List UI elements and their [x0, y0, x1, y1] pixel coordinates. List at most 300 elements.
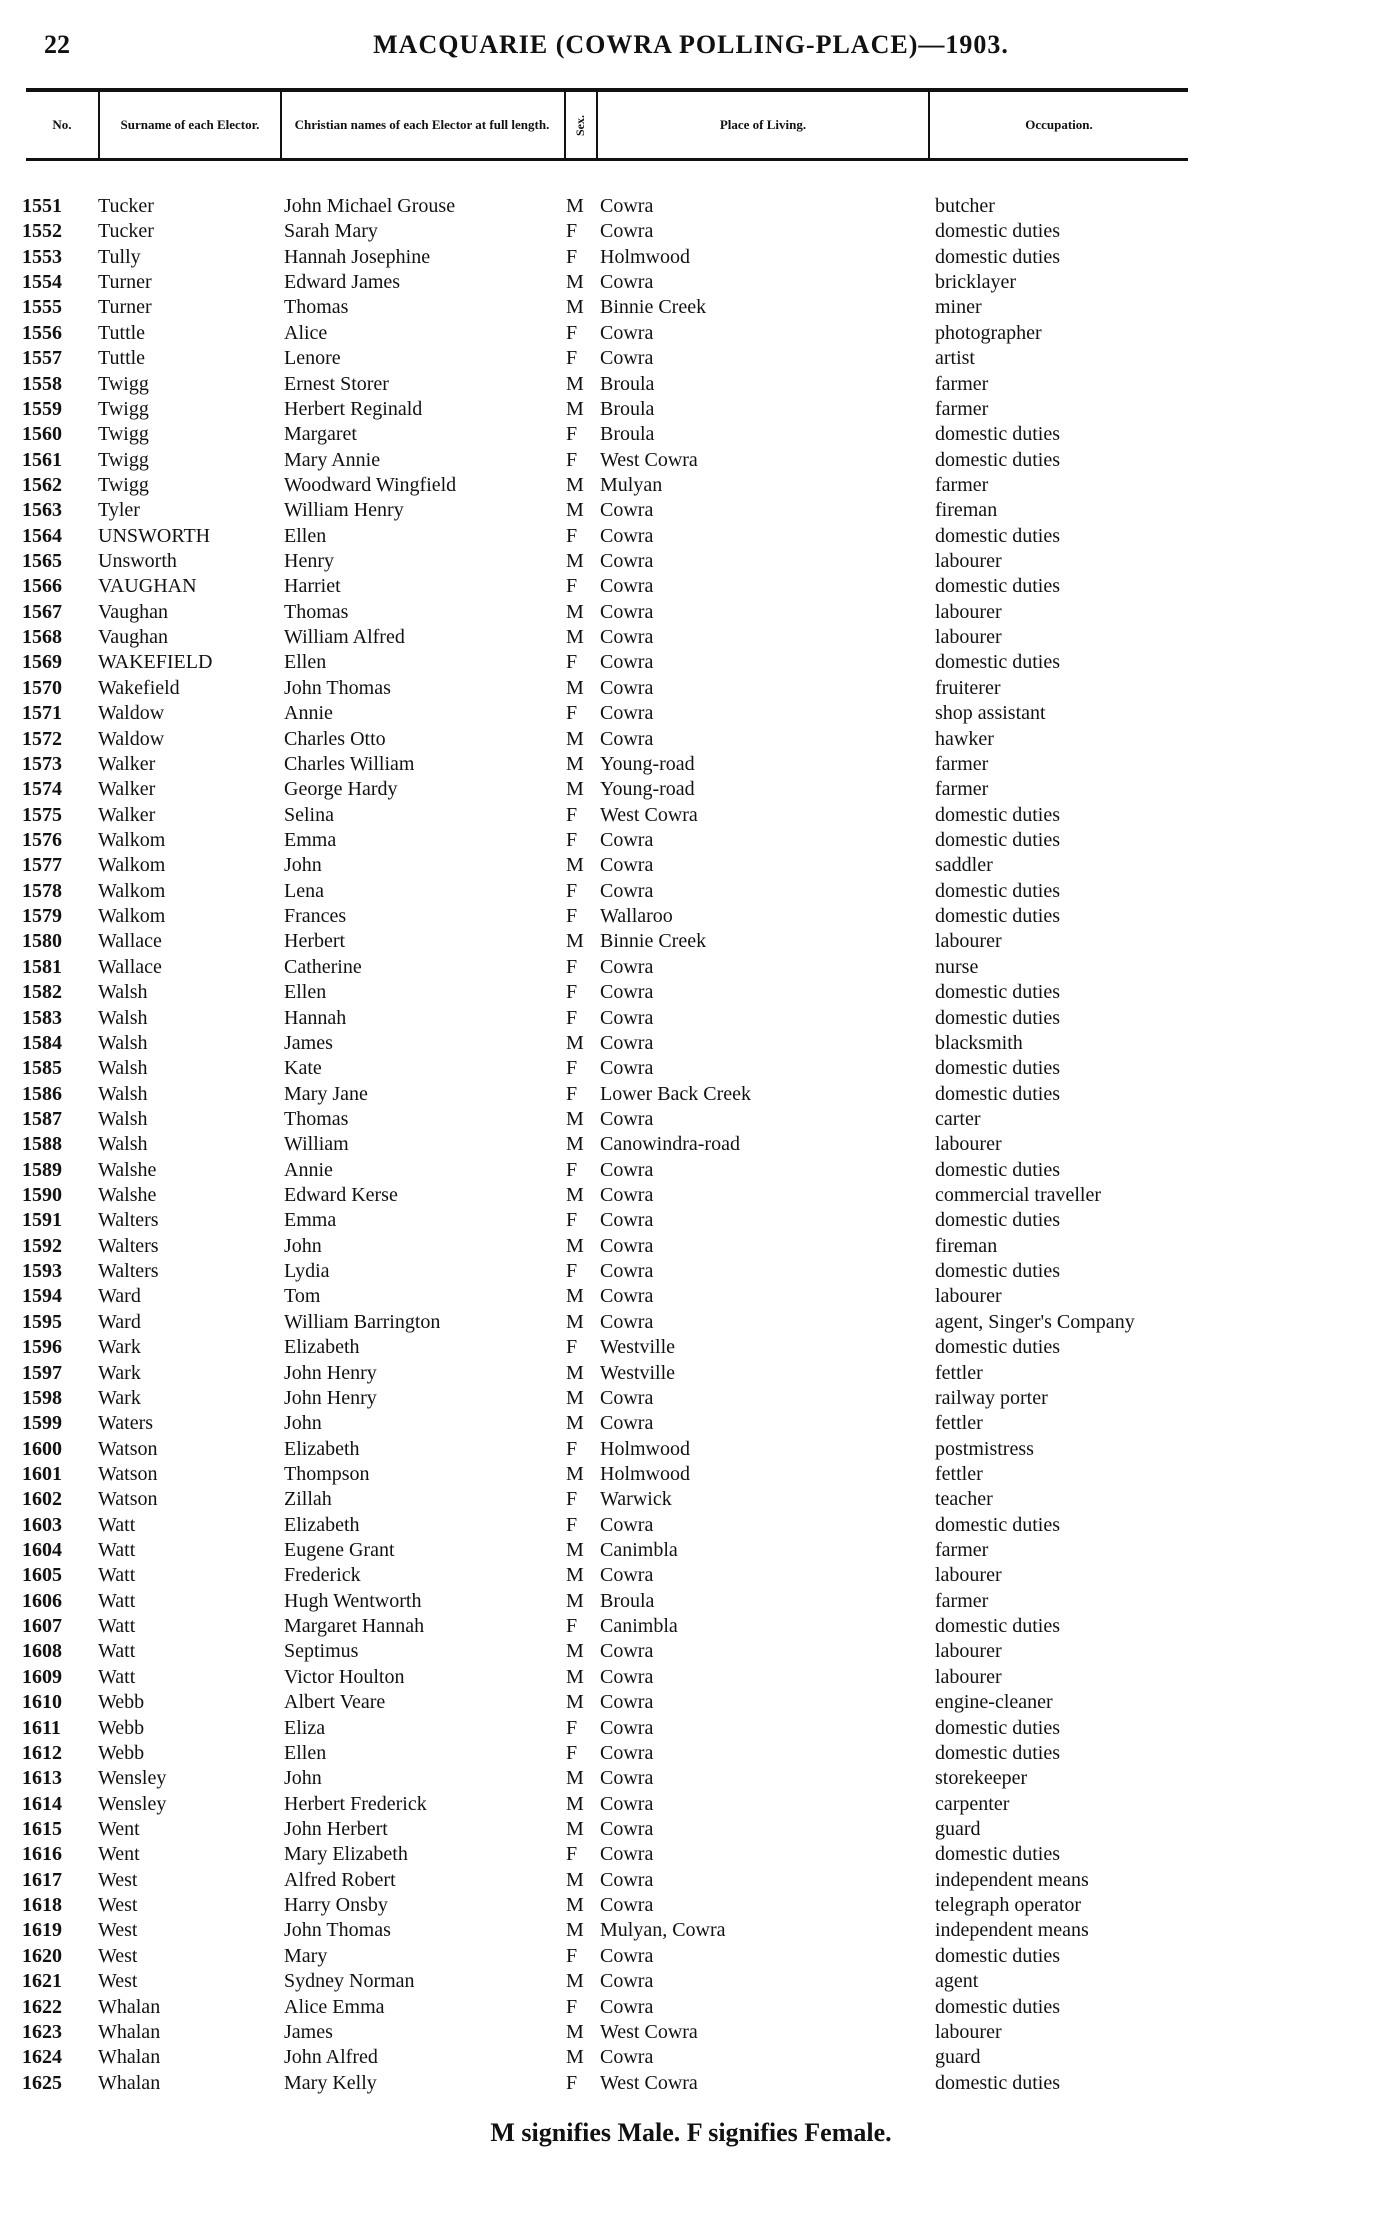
elector-occupation: hawker [935, 727, 994, 750]
elector-sex: F [566, 1057, 578, 1080]
elector-number: 1605 [22, 1564, 62, 1587]
elector-sex: M [566, 930, 584, 953]
elector-christian-names: Victor Houlton [284, 1665, 405, 1688]
elector-place-of-living: Cowra [600, 828, 654, 851]
elector-surname: Unsworth [98, 550, 177, 573]
elector-number: 1621 [22, 1970, 62, 1993]
elector-number: 1623 [22, 2020, 62, 2043]
table-row [0, 194, 1382, 219]
elector-christian-names: Herbert [284, 930, 346, 953]
elector-sex: M [566, 2046, 584, 2069]
elector-christian-names: Thompson [284, 1462, 370, 1485]
elector-number: 1612 [22, 1741, 62, 1764]
elector-christian-names: Frances [284, 905, 347, 928]
elector-occupation: artist [935, 347, 975, 370]
elector-occupation: butcher [935, 195, 995, 217]
elector-christian-names: Emma [284, 1209, 337, 1232]
elector-place-of-living: Canimbla [600, 1615, 678, 1638]
elector-number: 1584 [22, 1031, 62, 1054]
table-row [0, 397, 1382, 422]
header-no: No. [52, 117, 72, 132]
header-surname: Surname of each Elector. [120, 117, 260, 132]
elector-place-of-living: Cowra [600, 1285, 654, 1308]
elector-place-of-living: Cowra [600, 1107, 654, 1130]
elector-sex: M [566, 2020, 584, 2043]
elector-christian-names: Alice Emma [284, 1995, 385, 2018]
elector-place-of-living: West Cowra [600, 448, 698, 471]
elector-occupation: farmer [935, 372, 989, 395]
elector-occupation: labourer [935, 1285, 1002, 1308]
table-row [0, 1082, 1382, 1107]
table-row [0, 219, 1382, 244]
elector-surname: Twigg [98, 423, 149, 446]
elector-occupation: labourer [935, 626, 1002, 649]
elector-surname: Twigg [98, 473, 149, 496]
elector-sex: M [566, 600, 584, 623]
elector-number: 1579 [22, 905, 62, 928]
elector-christian-names: Ellen [284, 1741, 327, 1764]
elector-christian-names: Tom [284, 1285, 321, 1308]
elector-place-of-living: Binnie Creek [600, 296, 707, 319]
elector-christian-names: William Barrington [284, 1310, 441, 1333]
elector-sex: F [566, 1260, 578, 1283]
elector-occupation: labourer [935, 2020, 1002, 2043]
elector-surname: Watt [98, 1513, 136, 1536]
elector-christian-names: Alice [284, 321, 328, 344]
elector-occupation: fruiterer [935, 676, 1001, 699]
elector-number: 1608 [22, 1640, 62, 1663]
table-row [0, 245, 1382, 270]
elector-surname: Whalan [98, 1995, 161, 2018]
elector-place-of-living: Holmwood [600, 245, 690, 268]
elector-occupation: teacher [935, 1488, 993, 1511]
table-row [0, 1589, 1382, 1614]
elector-place-of-living: Cowra [600, 626, 654, 649]
elector-occupation: farmer [935, 1589, 989, 1612]
elector-sex: F [566, 1741, 578, 1764]
elector-number: 1558 [22, 372, 62, 395]
elector-number: 1569 [22, 651, 62, 674]
elector-surname: Waters [98, 1412, 154, 1435]
elector-surname: Tyler [98, 499, 140, 522]
elector-sex: F [566, 524, 578, 547]
elector-christian-names: Eugene Grant [284, 1539, 395, 1562]
elector-surname: Wark [98, 1361, 141, 1384]
elector-place-of-living: Cowra [600, 1995, 654, 2018]
elector-place-of-living: Cowra [600, 499, 654, 522]
elector-number: 1578 [22, 879, 62, 902]
elector-number: 1553 [22, 245, 62, 268]
table-row [0, 904, 1382, 929]
elector-sex: M [566, 1818, 584, 1840]
elector-surname: Waldow [98, 702, 165, 725]
table-row [0, 955, 1382, 980]
elector-number: 1587 [22, 1107, 62, 1130]
elector-occupation: telegraph operator [935, 1894, 1082, 1917]
elector-number: 1594 [22, 1285, 62, 1308]
elector-occupation: domestic duties [935, 1209, 1060, 1232]
elector-christian-names: Herbert Reginald [284, 397, 423, 420]
elector-christian-names: Elizabeth [284, 1513, 360, 1536]
table-row [0, 1284, 1382, 1309]
header-top-rule [26, 88, 1188, 92]
table-row [0, 1310, 1382, 1335]
elector-surname: Watt [98, 1640, 136, 1663]
elector-place-of-living: Cowra [600, 879, 654, 902]
elector-number: 1615 [22, 1818, 62, 1840]
elector-place-of-living: Warwick [600, 1488, 672, 1511]
table-row [0, 1741, 1382, 1766]
elector-occupation: railway porter [935, 1386, 1048, 1409]
elector-christian-names: Charles Otto [284, 727, 386, 750]
elector-surname: Wallace [98, 955, 162, 978]
table-row [0, 372, 1382, 397]
elector-occupation: domestic duties [935, 1006, 1060, 1029]
elector-place-of-living: Binnie Creek [600, 930, 707, 953]
elector-place-of-living: Cowra [600, 1970, 654, 1993]
elector-occupation: nurse [935, 955, 979, 978]
table-row [0, 498, 1382, 523]
header-christian-names: Christian names of each Elector at full length. [294, 117, 550, 132]
elector-number: 1616 [22, 1843, 62, 1866]
elector-surname: Vaughan [98, 626, 168, 649]
header-occupation: Occupation. [1025, 117, 1093, 132]
table-row [0, 650, 1382, 675]
elector-christian-names: Herbert Frederick [284, 1792, 427, 1815]
elector-surname: Went [98, 1818, 140, 1840]
elector-sex: F [566, 905, 578, 928]
elector-number: 1581 [22, 955, 62, 978]
elector-occupation: labourer [935, 600, 1002, 623]
elector-number: 1601 [22, 1462, 62, 1485]
table-row [0, 828, 1382, 853]
elector-occupation: domestic duties [935, 1057, 1060, 1080]
elector-place-of-living: Cowra [600, 955, 654, 978]
elector-place-of-living: Mulyan [600, 473, 663, 496]
elector-place-of-living: Cowra [600, 1234, 654, 1257]
elector-occupation: domestic duties [935, 423, 1060, 446]
elector-occupation: domestic duties [935, 1158, 1060, 1181]
elector-number: 1611 [22, 1716, 61, 1739]
elector-number: 1595 [22, 1310, 62, 1333]
elector-christian-names: Elizabeth [284, 1437, 360, 1460]
elector-surname: Wark [98, 1336, 141, 1359]
elector-sex: F [566, 423, 578, 446]
elector-place-of-living: Cowra [600, 1792, 654, 1815]
elector-christian-names: John [284, 1412, 322, 1435]
header-bottom-rule [26, 158, 1188, 161]
elector-sex: M [566, 1539, 584, 1562]
elector-christian-names: Kate [284, 1057, 322, 1080]
elector-sex: M [566, 1691, 584, 1714]
elector-surname: Turner [98, 296, 152, 319]
elector-christian-names: Ellen [284, 651, 327, 674]
elector-sex: F [566, 1336, 578, 1359]
elector-christian-names: John Alfred [284, 2046, 378, 2069]
elector-number: 1596 [22, 1336, 62, 1359]
elector-place-of-living: Cowra [600, 524, 654, 547]
table-row [0, 980, 1382, 1005]
elector-sex: M [566, 854, 584, 877]
elector-place-of-living: Holmwood [600, 1462, 690, 1485]
elector-place-of-living: Wallaroo [600, 905, 673, 928]
elector-place-of-living: Cowra [600, 1818, 654, 1840]
elector-surname: Wakefield [98, 676, 180, 699]
elector-christian-names: Annie [284, 702, 333, 725]
elector-sex: M [566, 271, 584, 294]
elector-sex: M [566, 1462, 584, 1485]
elector-occupation: bricklayer [935, 271, 1017, 294]
elector-place-of-living: Cowra [600, 1894, 654, 1917]
elector-surname: Walker [98, 778, 156, 801]
elector-surname: Whalan [98, 2046, 161, 2069]
elector-surname: Watson [98, 1488, 158, 1511]
elector-place-of-living: Cowra [600, 2046, 654, 2069]
elector-place-of-living: Cowra [600, 1564, 654, 1587]
elector-occupation: agent [935, 1970, 979, 1993]
elector-number: 1555 [22, 296, 62, 319]
table-row [0, 1665, 1382, 1690]
table-row [0, 752, 1382, 777]
elector-christian-names: Eliza [284, 1716, 326, 1739]
elector-place-of-living: Cowra [600, 271, 654, 294]
table-row [0, 448, 1382, 473]
elector-place-of-living: Cowra [600, 220, 654, 243]
elector-christian-names: Margaret Hannah [284, 1615, 425, 1638]
elector-occupation: domestic duties [935, 981, 1060, 1004]
elector-place-of-living: Cowra [600, 676, 654, 699]
elector-occupation: labourer [935, 930, 1002, 953]
elector-occupation: carter [935, 1107, 981, 1130]
elector-surname: Wensley [98, 1767, 167, 1790]
elector-surname: Watt [98, 1539, 136, 1562]
elector-christian-names: John Henry [284, 1361, 377, 1384]
elector-occupation: agent, Singer's Company [935, 1310, 1135, 1333]
elector-christian-names: Ellen [284, 524, 327, 547]
elector-surname: Walters [98, 1260, 159, 1283]
elector-place-of-living: Cowra [600, 727, 654, 750]
elector-sex: M [566, 1386, 584, 1409]
elector-number: 1597 [22, 1361, 62, 1384]
table-row [0, 270, 1382, 295]
table-row [0, 1995, 1382, 2020]
elector-christian-names: Ernest Storer [284, 372, 389, 395]
elector-sex: F [566, 1944, 578, 1967]
elector-surname: West [98, 1970, 138, 1993]
elector-surname: Walshe [98, 1184, 157, 1207]
elector-place-of-living: Holmwood [600, 1437, 690, 1460]
elector-sex: F [566, 575, 578, 598]
elector-christian-names: John Michael Grouse [284, 195, 456, 217]
elector-christian-names: Ellen [284, 981, 327, 1004]
page-number: 22 [44, 30, 70, 59]
elector-christian-names: Albert Veare [284, 1691, 386, 1714]
elector-sex: M [566, 752, 584, 775]
elector-occupation: labourer [935, 1640, 1002, 1663]
table-row [0, 727, 1382, 752]
elector-number: 1590 [22, 1184, 62, 1207]
table-row [0, 1056, 1382, 1081]
elector-sex: F [566, 651, 578, 674]
elector-number: 1577 [22, 854, 62, 877]
elector-occupation: domestic duties [935, 2071, 1060, 2094]
elector-sex: M [566, 372, 584, 395]
elector-christian-names: Annie [284, 1158, 333, 1181]
elector-place-of-living: Cowra [600, 1260, 654, 1283]
elector-number: 1617 [22, 1868, 62, 1891]
table-row [0, 1842, 1382, 1867]
table-row [0, 600, 1382, 625]
elector-surname: Went [98, 1843, 140, 1866]
elector-place-of-living: Cowra [600, 981, 654, 1004]
table-row [0, 1969, 1382, 1994]
elector-occupation: domestic duties [935, 1995, 1060, 2018]
elector-surname: Walkom [98, 879, 166, 902]
elector-place-of-living: Cowra [600, 1767, 654, 1790]
elector-place-of-living: Canimbla [600, 1539, 678, 1562]
elector-surname: Walkom [98, 905, 166, 928]
elector-sex: F [566, 981, 578, 1004]
table-row [0, 676, 1382, 701]
table-row [0, 1158, 1382, 1183]
elector-place-of-living: West Cowra [600, 2020, 698, 2043]
elector-sex: F [566, 1488, 578, 1511]
elector-occupation: guard [935, 2046, 981, 2069]
elector-surname: Ward [98, 1285, 141, 1308]
table-row [0, 1716, 1382, 1741]
elector-number: 1606 [22, 1589, 62, 1612]
table-row [0, 625, 1382, 650]
elector-occupation: fireman [935, 499, 998, 522]
table-row [0, 473, 1382, 498]
elector-number: 1560 [22, 423, 62, 446]
elector-occupation: labourer [935, 1665, 1002, 1688]
elector-place-of-living: Cowra [600, 1741, 654, 1764]
elector-place-of-living: Mulyan, Cowra [600, 1919, 726, 1942]
elector-place-of-living: Broula [600, 397, 655, 420]
elector-sex: F [566, 1513, 578, 1536]
elector-surname: Vaughan [98, 600, 168, 623]
elector-sex: M [566, 1412, 584, 1435]
elector-christian-names: Lydia [284, 1260, 330, 1283]
elector-place-of-living: Cowra [600, 575, 654, 598]
table-row [0, 1893, 1382, 1918]
elector-sex: M [566, 1767, 584, 1790]
elector-christian-names: James [284, 2020, 333, 2043]
elector-place-of-living: Cowra [600, 1513, 654, 1536]
table-row [0, 295, 1382, 320]
elector-christian-names: Mary Jane [284, 1082, 368, 1105]
header-sex [566, 94, 594, 156]
elector-sex: M [566, 1234, 584, 1257]
elector-place-of-living: Lower Back Creek [600, 1082, 752, 1105]
elector-christian-names: Thomas [284, 296, 349, 319]
elector-sex: M [566, 1361, 584, 1384]
elector-number: 1552 [22, 220, 62, 243]
elector-sex: F [566, 1209, 578, 1232]
elector-occupation: domestic duties [935, 245, 1060, 268]
elector-sex: M [566, 473, 584, 496]
elector-occupation: postmistress [935, 1437, 1034, 1460]
elector-sex: F [566, 1843, 578, 1866]
elector-number: 1557 [22, 347, 62, 370]
elector-sex: M [566, 1031, 584, 1054]
elector-surname: Webb [98, 1741, 145, 1764]
elector-christian-names: Harriet [284, 575, 341, 598]
table-row [0, 1259, 1382, 1284]
elector-christian-names: John Thomas [284, 676, 391, 699]
elector-number: 1567 [22, 600, 62, 623]
table-row [0, 321, 1382, 346]
table-row [0, 346, 1382, 371]
elector-occupation: domestic duties [935, 575, 1060, 598]
elector-surname: Waldow [98, 727, 165, 750]
elector-sex: F [566, 2071, 578, 2094]
elector-number: 1586 [22, 1082, 62, 1105]
elector-sex: M [566, 1868, 584, 1891]
elector-christian-names: Sarah Mary [284, 220, 378, 243]
elector-sex: F [566, 1006, 578, 1029]
elector-surname: Walters [98, 1209, 159, 1232]
elector-sex: M [566, 1640, 584, 1663]
elector-occupation: domestic duties [935, 1843, 1060, 1866]
elector-christian-names: John Henry [284, 1386, 377, 1409]
elector-surname: Walshe [98, 1158, 157, 1181]
elector-number: 1588 [22, 1133, 62, 1156]
elector-sex: M [566, 778, 584, 801]
table-row [0, 1234, 1382, 1259]
elector-christian-names: Harry Onsby [284, 1894, 388, 1917]
table-row [0, 2045, 1382, 2070]
elector-number: 1582 [22, 981, 62, 1004]
elector-surname: Walsh [98, 1133, 148, 1156]
elector-place-of-living: Cowra [600, 1665, 654, 1688]
elector-christian-names: Charles William [284, 752, 415, 775]
elector-number: 1607 [22, 1615, 62, 1638]
header-sex-label: Sex. [573, 114, 587, 136]
elector-surname: Walkom [98, 828, 166, 851]
elector-surname: Walsh [98, 1107, 148, 1130]
elector-occupation: domestic duties [935, 1336, 1060, 1359]
elector-number: 1593 [22, 1260, 62, 1283]
elector-christian-names: Hannah Josephine [284, 245, 431, 268]
elector-christian-names: John [284, 854, 322, 877]
elector-number: 1580 [22, 930, 62, 953]
elector-number: 1559 [22, 397, 62, 420]
elector-place-of-living: Cowra [600, 1843, 654, 1866]
elector-number: 1599 [22, 1412, 62, 1435]
elector-sex: M [566, 1184, 584, 1207]
elector-occupation: miner [935, 296, 982, 319]
elector-occupation: independent means [935, 1919, 1089, 1942]
elector-christian-names: Thomas [284, 1107, 349, 1130]
elector-place-of-living: Cowra [600, 1006, 654, 1029]
elector-surname: UNSWORTH [98, 524, 211, 547]
elector-occupation: blacksmith [935, 1031, 1023, 1054]
elector-occupation: domestic duties [935, 1513, 1060, 1536]
elector-sex: F [566, 702, 578, 725]
elector-sex: M [566, 1285, 584, 1308]
elector-surname: Watt [98, 1589, 136, 1612]
elector-surname: Watson [98, 1462, 158, 1485]
table-row [0, 1918, 1382, 1943]
table-row [0, 879, 1382, 904]
elector-surname: Webb [98, 1691, 145, 1714]
elector-number: 1566 [22, 575, 62, 598]
elector-place-of-living: Cowra [600, 1868, 654, 1891]
elector-occupation: domestic duties [935, 1082, 1060, 1105]
elector-occupation: farmer [935, 1539, 989, 1562]
